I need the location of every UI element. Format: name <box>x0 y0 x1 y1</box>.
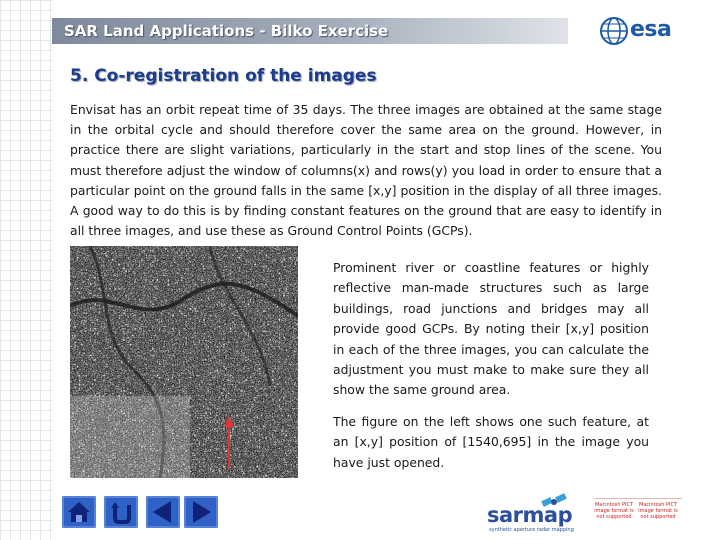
footer-divider <box>594 498 682 499</box>
esa-globe-icon <box>601 18 627 44</box>
header-title: SAR Land Applications - Bilko Exercise <box>64 22 389 40</box>
unsupported-image-notice-2: Macintosh PICT image format is not supported <box>638 502 678 520</box>
sar-speckle-texture <box>70 246 298 478</box>
side-paragraph-gcp-features: Prominent river or coastline features or highly reflective man-made structures such as large buildings, road junctions and bridges may all provide good GCPs. By noting their [x,y] position in each of the three images, you can calculate the adjustment you must make to make sure they all show the same ground area. <box>333 260 649 398</box>
grid-background <box>0 0 52 540</box>
forward-button[interactable] <box>184 496 218 528</box>
unsupported-image-notice-1: Macintosh PICT image format is not supported <box>594 502 634 520</box>
side-paragraph-figure-note: The figure on the left shows one such feature, at an [x,y] position of [1540,695] in the image you have just opened. <box>333 413 649 470</box>
home-icon <box>62 496 96 528</box>
sarmap-tagline: synthetic aperture radar mapping <box>489 527 574 533</box>
esa-logo-text: esa <box>630 17 672 42</box>
back-arrow-icon <box>146 496 180 528</box>
intro-paragraph: Envisat has an orbit repeat time of 35 days. The three images are obtained at the same stage in the orbital cycle and should therefore cover the same area on the ground. However, in practice there are slight variations, particularly in the start and stop lines of the scene. You must therefore adjust the window of columns(x) and rows(y) you load in order to ensure that a particular point on the ground falls in the same [x,y] position in the display of all three images. A good way to do this is by finding constant features on the ground that are easy to identify in all three images, and use these as Ground Control Points (GCPs). <box>70 102 662 239</box>
forward-arrow-icon <box>184 496 218 528</box>
return-icon <box>104 496 138 528</box>
sar-image <box>70 246 298 478</box>
sarmap-logo-text: sarmap <box>487 503 573 527</box>
section-title: 5. Co-registration of the images <box>70 66 377 86</box>
home-button[interactable] <box>62 496 96 528</box>
return-button[interactable] <box>104 496 138 528</box>
back-button[interactable] <box>146 496 180 528</box>
side-text <box>333 258 649 484</box>
